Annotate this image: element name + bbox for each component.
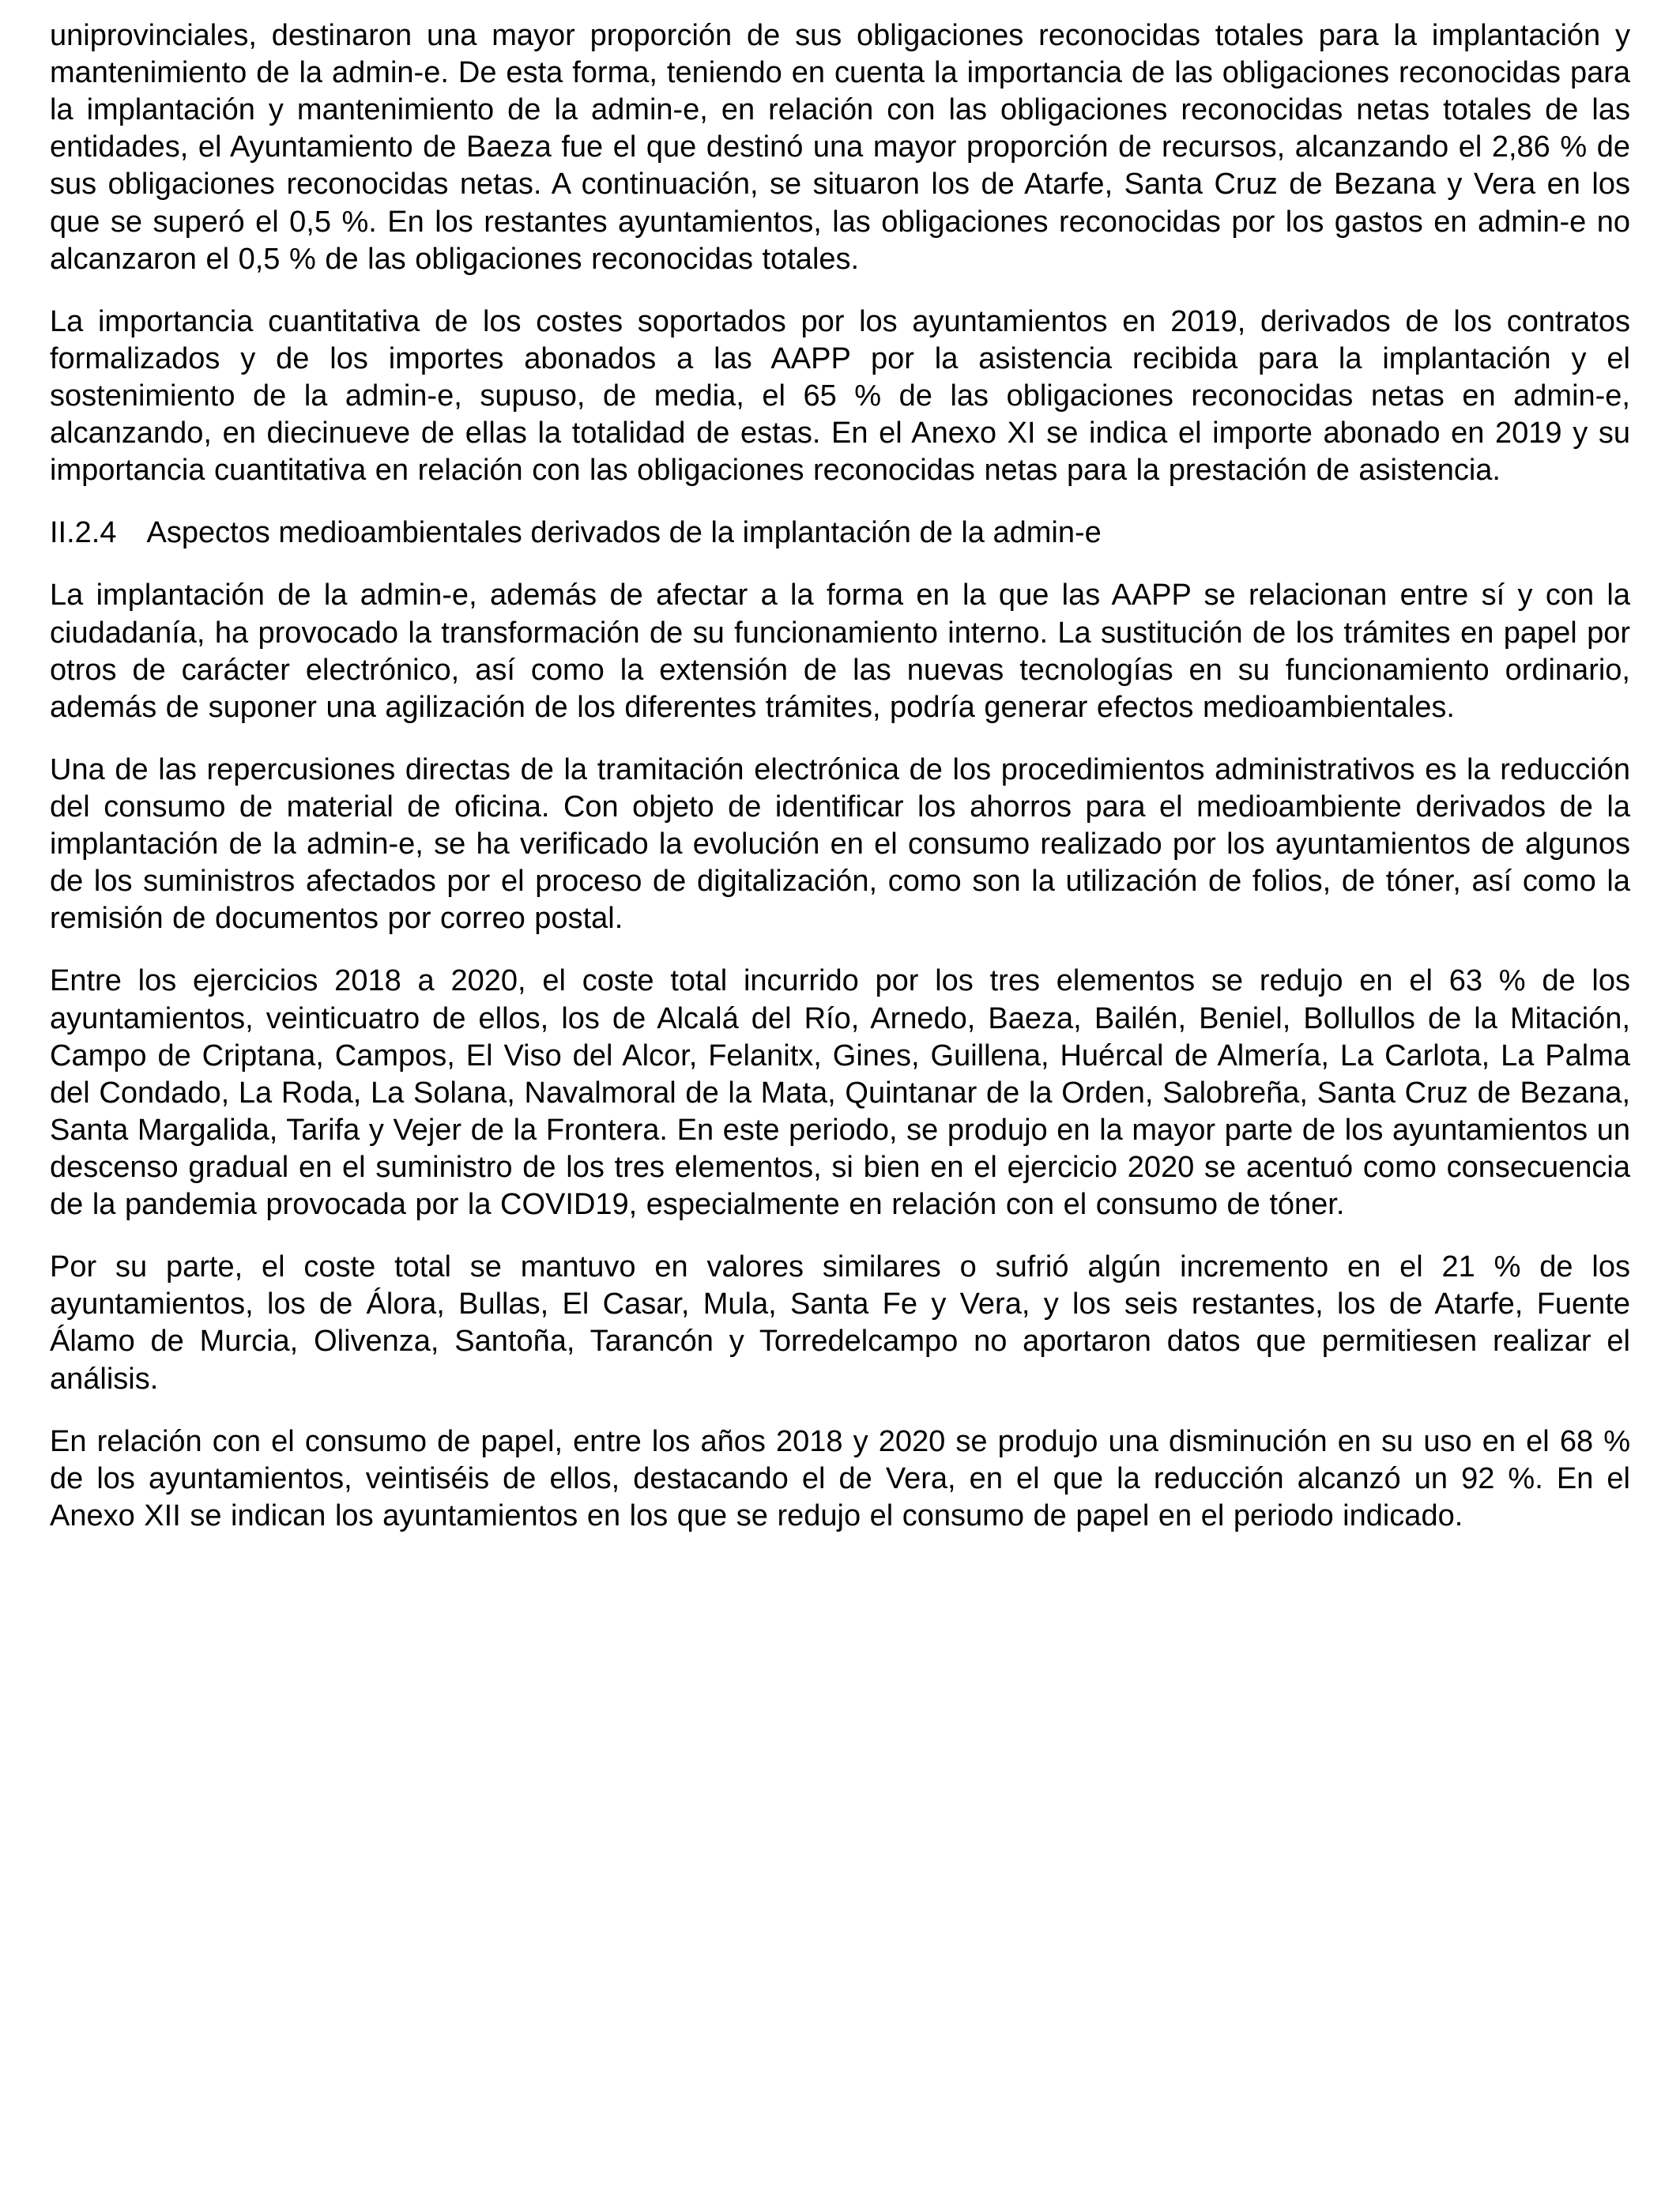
section-heading-number: II.2.4 bbox=[50, 516, 117, 550]
document-body bbox=[50, 17, 1630, 1535]
paragraph-coste-total: Por su parte, el coste total se mantuvo en valores similares o sufrió algún incremento en el 21 % de los ayuntamientos, los de Álora, Bullas, El Casar, Mula, Santa Fe y Vera, y los seis restantes, los de Atarfe, Fuente Álamo de Murcia, Olivenza, Santoña, Tarancón y Torredelcampo no aportaron datos que permitiesen realizar el análisis. bbox=[50, 1250, 1630, 1396]
paragraph-ejercicios-2018-2020: Entre los ejercicios 2018 a 2020, el coste total incurrido por los tres elementos se redujo en el 63 % de los ayuntamientos, veinticuatro de ellos, los de Alcalá del Río, Arnedo, Baeza, Bailén, Beniel, Bollullos de la Mitación, Campo de Criptana, Campos, El Viso del Alcor, Felanitx, Gines, Guillena, Huércal de Almería, La Carlota, La Palma del Condado, La Roda, La Solana, Navalmoral de la Mata, Quintanar de la Orden, Salobreña, Santa Cruz de Bezana, Santa Margalida, Tarifa y Vejer de la Frontera. En este periodo, se produjo en la mayor parte de los ayuntamientos un descenso gradual en el suministro de los tres elementos, si bien en el ejercicio 2020 se acentuó como consecuencia de la pandemia provocada por la COVID19, especialmente en relación con el consumo de tóner. bbox=[50, 964, 1630, 1222]
paragraph-uniprovinciales: uniprovinciales, destinaron una mayor proporción de sus obligaciones reconocidas totales para la implantación y mantenimiento de la admin-e. De esta forma, teniendo en cuenta la importancia de las obligaciones reconocidas para la implantación y mantenimiento de la admin-e, en relación con las obligaciones reconocidas netas totales de las entidades, el Ayuntamiento de Baeza fue el que destinó una mayor proporción de recursos, alcanzando el 2,86 % de sus obligaciones reconocidas netas. A continuación, se situaron los de Atarfe, Santa Cruz de Bezana y Vera en los que se superó el 0,5 %. En los restantes ayuntamientos, las obligaciones reconocidas por los gastos en admin-e no alcanzaron el 0,5 % de las obligaciones reconocidas totales. bbox=[50, 19, 1630, 276]
section-heading-text: Aspectos medioambientales derivados de la implantación de la admin-e bbox=[146, 516, 1102, 550]
paragraph-importancia-cuantitativa: La importancia cuantitativa de los costes soportados por los ayuntamientos en 2019, derivados de los contratos formalizados y de los importes abonados a las AAPP por la asistencia recibida para la implantación y el sostenimiento de la admin-e, supuso, de media, el 65 % de las obligaciones reconocidas netas en admin-e, alcanzando, en diecinueve de ellas la totalidad de estas. En el Anexo XI se indica el importe abonado en 2019 y su importancia cuantitativa en relación con las obligaciones reconocidas netas para la prestación de asistencia. bbox=[50, 304, 1630, 488]
paragraph-repercusiones-directas: Una de las repercusiones directas de la tramitación electrónica de los procedimientos administrativos es la reducción del consumo de material de oficina. Con objeto de identificar los ahorros para el medioambiente derivados de la implantación de la admin-e, se ha verificado la evolución en el consumo realizado por los ayuntamientos de algunos de los suministros afectados por el proceso de digitalización, como son la utilización de folios, de tóner, así como la remisión de documentos por correo postal. bbox=[50, 752, 1630, 936]
section-heading bbox=[50, 515, 1630, 552]
paragraph-consumo-papel: En relación con el consumo de papel, entre los años 2018 y 2020 se produjo una disminución en su uso en el 68 % de los ayuntamientos, veintiséis de ellos, destacando el de Vera, en el que la reducción alcanzó un 92 %. En el Anexo XII se indican los ayuntamientos en los que se redujo el consumo de papel en el periodo indicado. bbox=[50, 1424, 1630, 1532]
paragraph-implantacion-admin-e: La implantación de la admin-e, además de afectar a la forma en la que las AAPP se relacionan entre sí y con la ciudadanía, ha provocado la transformación de su funcionamiento interno. La sustitución de los trámites en papel por otros de carácter electrónico, así como la extensión de las nuevas tecnologías en su funcionamiento ordinario, además de suponer una agilización de los diferentes trámites, podría generar efectos medioambientales. bbox=[50, 579, 1630, 724]
